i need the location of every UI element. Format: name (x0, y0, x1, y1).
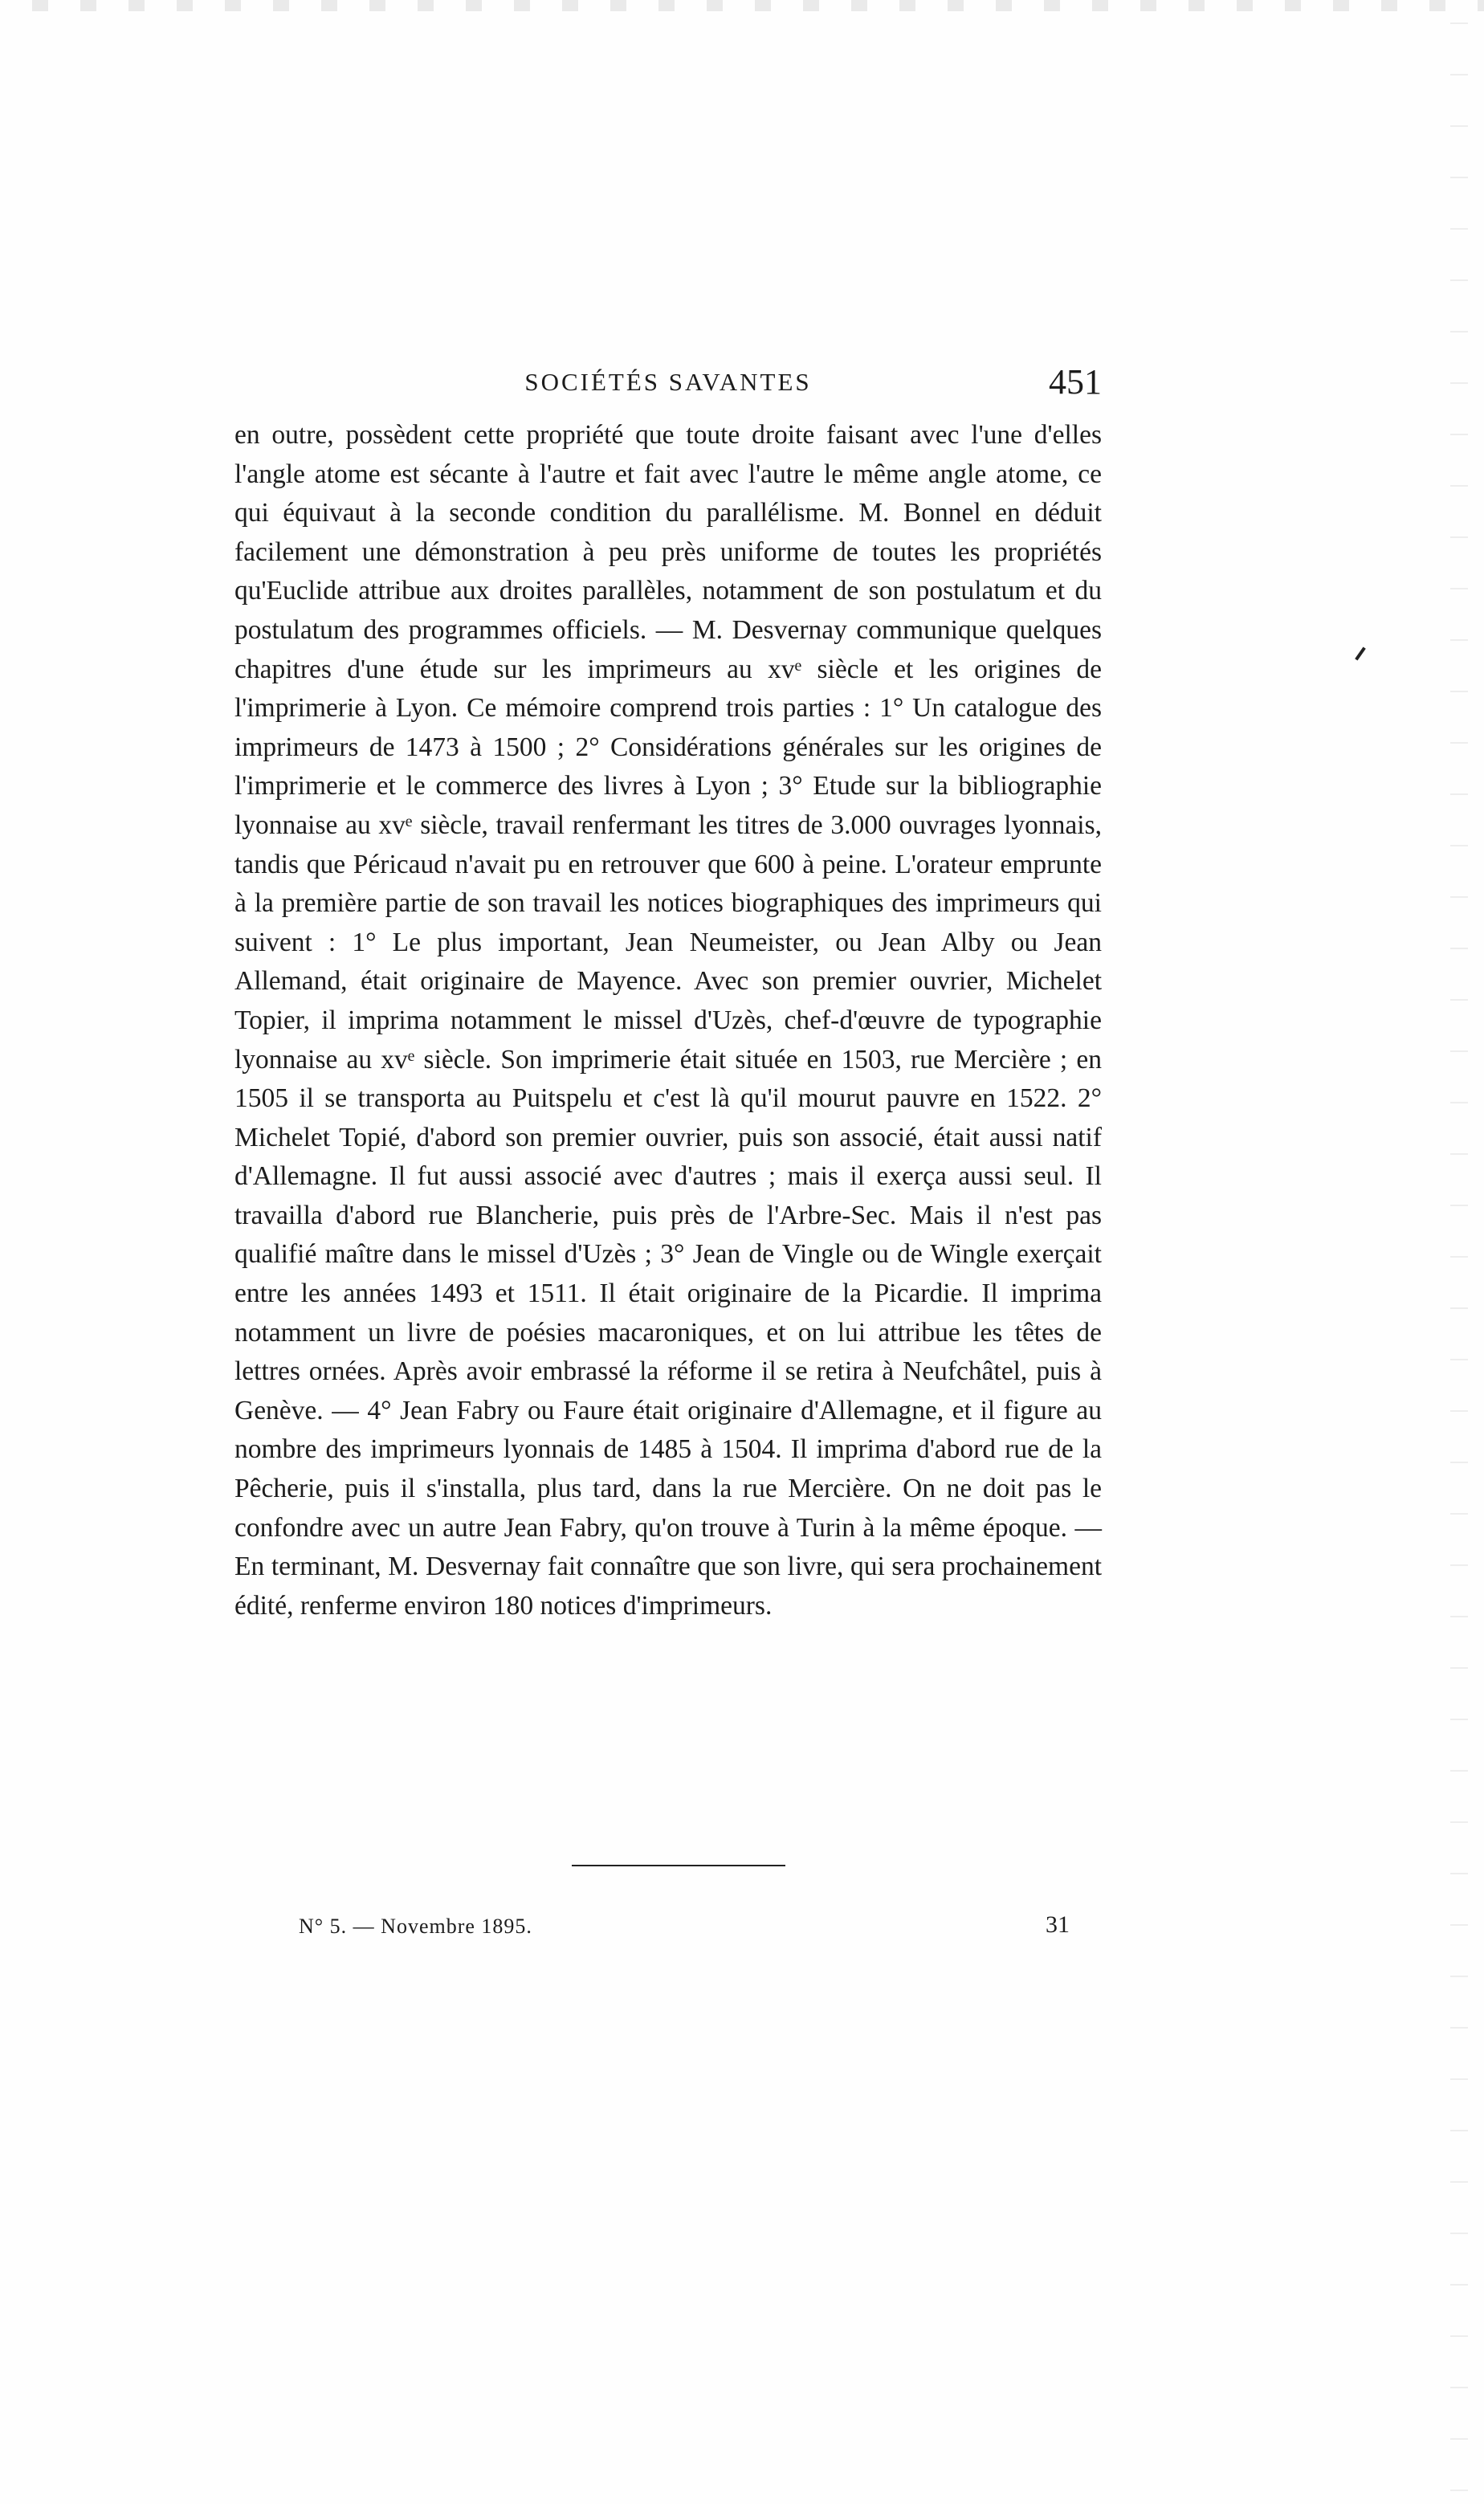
stray-ink-mark (1355, 646, 1366, 660)
signature-number: 31 (1046, 1911, 1070, 1938)
issue-line: N° 5. — Novembre 1895. (299, 1915, 532, 1938)
scan-edge-top (0, 0, 1484, 11)
page-number: 451 (1049, 362, 1102, 402)
scan-edge-right (1450, 0, 1468, 2504)
body-paragraph: en outre, possèdent cette propriété que toute droite faisant avec l'une d'elles l'angle atome est sécante à l'autre et fait avec l'autre le même angle atome, ce qui équivaut à la seconde condition du parallélisme. M. Bonnel en déduit facilement une démonstration à peu près uniforme de toutes les propriétés qu'Euclide attribue aux droites parallèles, notamment de son postulatum et du postulatum des programmes officiels. — M. Desvernay communique quelques chapitres d'une étude sur les imprimeurs au xvᵉ siècle et les origines de l'imprimerie à Lyon. Ce mémoire comprend trois parties : 1° Un catalogue des imprimeurs de 1473 à 1500 ; 2° Considérations générales sur les origines de l'imprimerie et le commerce des livres à Lyon ; 3° Etude sur la bibliographie lyonnaise au xvᵉ siècle, travail renfermant les titres de 3.000 ouvrages lyonnais, tandis que Péricaud n'avait pu en retrouver que 600 à peine. L'orateur emprunte à la première partie de son travail les notices biographiques des imprimeurs qui suivent : 1° Le plus important, Jean Neumeister, ou Jean Alby ou Jean Allemand, était originaire de Mayence. Avec son premier ouvrier, Michelet Topier, il imprima notamment le missel d'Uzès, chef-d'œuvre de typographie lyonnaise au xvᵉ siècle. Son imprimerie était située en 1503, rue Mercière ; en 1505 il se transporta au Puitspelu et c'est là qu'il mourut pauvre en 1522. 2° Michelet Topié, d'abord son premier ouvrier, puis son associé, était aussi natif d'Allemagne. Il fut aussi associé avec d'autres ; mais il exerça aussi seul. Il travailla d'abord rue Blancherie, puis près de l'Arbre-Sec. Mais il n'est pas qualifié maître dans le missel d'Uzès ; 3° Jean de Vingle ou de Wingle exerçait entre les années 1493 et 1511. Il était originaire de la Picardie. Il imprima notamment un livre de poésies macaroniques, et on lui attribue les têtes de lettres ornées. Après avoir embrassé la réforme il se retira à Neufchâtel, puis à Genève. — 4° Jean Fabry ou Faure était originaire d'Allemagne, et il figure au nombre des imprimeurs lyonnais de 1485 à 1504. Il imprima d'abord rue de la Pêcherie, puis il s'installa, plus tard, dans la rue Mercière. On ne doit pas le confondre avec un autre Jean Fabry, qu'on trouve à Turin à la même époque. — En terminant, M. Desvernay fait connaître que son livre, qui sera prochainement édité, renferme environ 180 notices d'imprimeurs. (234, 420, 1102, 1621)
footer-rule (572, 1865, 785, 1866)
page-footer (299, 1911, 1070, 1947)
running-title: SOCIÉTÉS SAVANTES (524, 368, 812, 396)
running-head (234, 361, 1102, 410)
